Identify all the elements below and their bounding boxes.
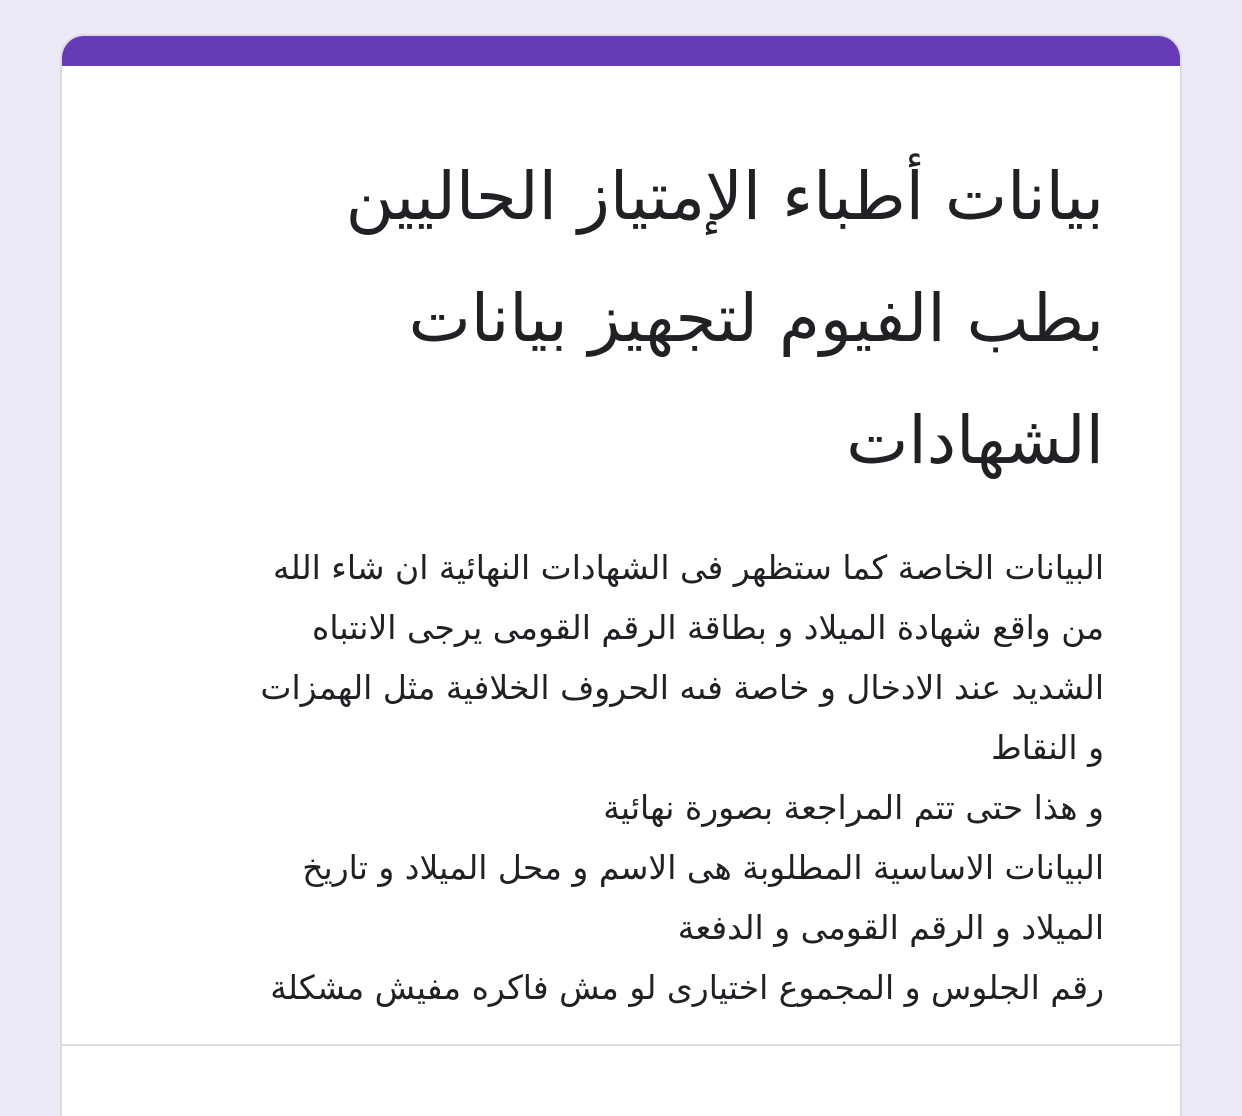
form-header-card: [62, 36, 1180, 1116]
form-title: [134, 136, 1104, 502]
form-description-line: و هذا حتى تتم المراجعة بصورة نهائية: [603, 788, 1104, 827]
form-description-line: من واقع شهادة الميلاد و بطاقة الرقم القومى يرجى الانتباه: [312, 608, 1104, 647]
section-divider: [62, 1044, 1180, 1046]
form-description-line: و النقاط: [991, 728, 1104, 767]
form-description-line: البيانات الخاصة كما ستظهر فى الشهادات النهائية ان شاء الله: [272, 548, 1104, 587]
form-header-content: [134, 136, 1104, 1018]
form-description-line: البيانات الاساسية المطلوبة هى الاسم و محل الميلاد و تاريخ: [302, 848, 1104, 887]
form-title-line: بيانات أطباء الإمتياز الحاليين: [345, 158, 1104, 235]
form-description-line: رقم الجلوس و المجموع اختيارى لو مش فاكره مفيش مشكلة: [270, 968, 1104, 1007]
form-title-line: بطب الفيوم لتجهيز بيانات: [408, 280, 1104, 357]
form-accent-bar: [62, 36, 1180, 66]
form-description-line: الميلاد و الرقم القومى و الدفعة: [677, 908, 1104, 947]
form-description-line: الشديد عند الادخال و خاصة فىه الحروف الخلافية مثل الهمزات: [260, 668, 1104, 707]
form-description: [134, 538, 1104, 1018]
form-title-line: الشهادات: [846, 402, 1104, 479]
